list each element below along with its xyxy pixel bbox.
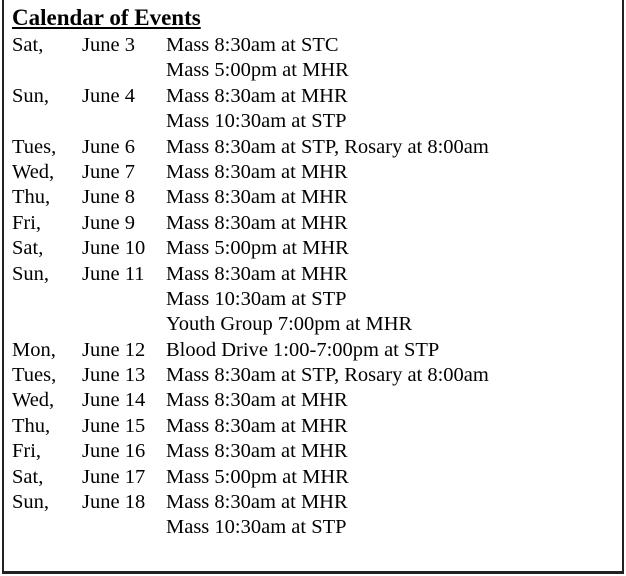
event-row — [12, 135, 622, 160]
event-date: June 17 — [82, 465, 146, 488]
event-row — [12, 490, 622, 515]
event-day: Fri, — [12, 211, 42, 234]
event-description: Mass 8:30am at STP, Rosary at 8:00am — [166, 135, 489, 158]
event-date: June 15 — [82, 414, 146, 437]
event-day: Sun, — [12, 262, 50, 285]
event-description: Mass 8:30am at MHR — [166, 262, 348, 285]
event-date — [82, 515, 166, 540]
event-row — [12, 414, 622, 439]
event-row — [12, 84, 622, 109]
event-description: Mass 8:30am at MHR — [166, 84, 348, 107]
event-description: Mass 10:30am at STP — [166, 110, 347, 133]
event-row — [12, 439, 622, 464]
event-day: Tues, — [12, 364, 57, 387]
event-description: Mass 8:30am at STP, Rosary at 8:00am — [166, 364, 489, 387]
event-description: Mass 5:00pm at MHR — [166, 59, 349, 82]
event-day — [12, 109, 82, 134]
event-row — [12, 262, 622, 287]
event-description: Mass 5:00pm at MHR — [166, 237, 349, 260]
calendar-frame — [2, 0, 624, 574]
event-description: Mass 8:30am at MHR — [166, 186, 348, 209]
event-date: June 6 — [82, 135, 135, 158]
event-description: Mass 8:30am at MHR — [166, 211, 348, 234]
event-row — [12, 236, 622, 261]
event-row — [12, 58, 622, 83]
event-row — [12, 33, 622, 58]
event-row — [12, 312, 622, 337]
event-day: Mon, — [12, 338, 56, 361]
event-list — [12, 33, 622, 541]
event-row — [12, 465, 622, 490]
event-day: Thu, — [12, 414, 51, 437]
event-day: Fri, — [12, 440, 42, 463]
event-row — [12, 515, 622, 540]
event-day: Sat, — [12, 34, 44, 56]
event-description: Mass 8:30am at MHR — [166, 491, 348, 514]
event-day: Wed, — [12, 160, 55, 183]
event-day: Tues, — [12, 135, 57, 158]
event-description: Mass 10:30am at STP — [166, 516, 347, 539]
event-row — [12, 185, 622, 210]
event-row — [12, 160, 622, 185]
event-description: Mass 8:30am at MHR — [166, 414, 348, 437]
event-row — [12, 287, 622, 312]
event-date: June 4 — [82, 84, 135, 107]
event-description: Youth Group 7:00pm at MHR — [166, 313, 413, 336]
event-day: Wed, — [12, 389, 55, 412]
event-description: Mass 5:00pm at MHR — [166, 465, 349, 488]
event-date: June 16 — [82, 440, 146, 463]
event-date: June 9 — [82, 211, 135, 234]
event-row — [12, 109, 622, 134]
event-date — [82, 312, 166, 337]
event-day: Thu, — [12, 186, 51, 209]
event-date: June 10 — [82, 237, 146, 260]
event-day — [12, 287, 82, 312]
event-description: Mass 8:30am at STC — [166, 34, 339, 56]
event-date — [82, 287, 166, 312]
event-row — [12, 338, 622, 363]
event-day: Sat, — [12, 237, 44, 260]
event-day — [12, 312, 82, 337]
event-date — [82, 58, 166, 83]
event-day: Sat, — [12, 465, 44, 488]
event-date: June 18 — [82, 491, 146, 514]
calendar-title: Calendar of Events — [12, 5, 201, 30]
event-row — [12, 211, 622, 236]
event-description: Mass 8:30am at MHR — [166, 389, 348, 412]
event-day: Sun, — [12, 491, 50, 514]
event-date — [82, 109, 166, 134]
event-date: June 11 — [82, 262, 145, 285]
event-date: June 8 — [82, 186, 135, 209]
event-description: Mass 10:30am at STP — [166, 287, 347, 310]
event-day: Sun, — [12, 84, 50, 107]
event-date: June 3 — [82, 34, 135, 56]
event-date: June 13 — [82, 364, 146, 387]
event-row — [12, 363, 622, 388]
event-date: June 7 — [82, 160, 135, 183]
event-day — [12, 515, 82, 540]
event-description: Mass 8:30am at MHR — [166, 160, 348, 183]
event-day — [12, 58, 82, 83]
event-description: Mass 8:30am at MHR — [166, 440, 348, 463]
event-description: Blood Drive 1:00-7:00pm at STP — [166, 338, 440, 361]
event-row — [12, 388, 622, 413]
event-date: June 14 — [82, 389, 146, 412]
event-date: June 12 — [82, 338, 146, 361]
